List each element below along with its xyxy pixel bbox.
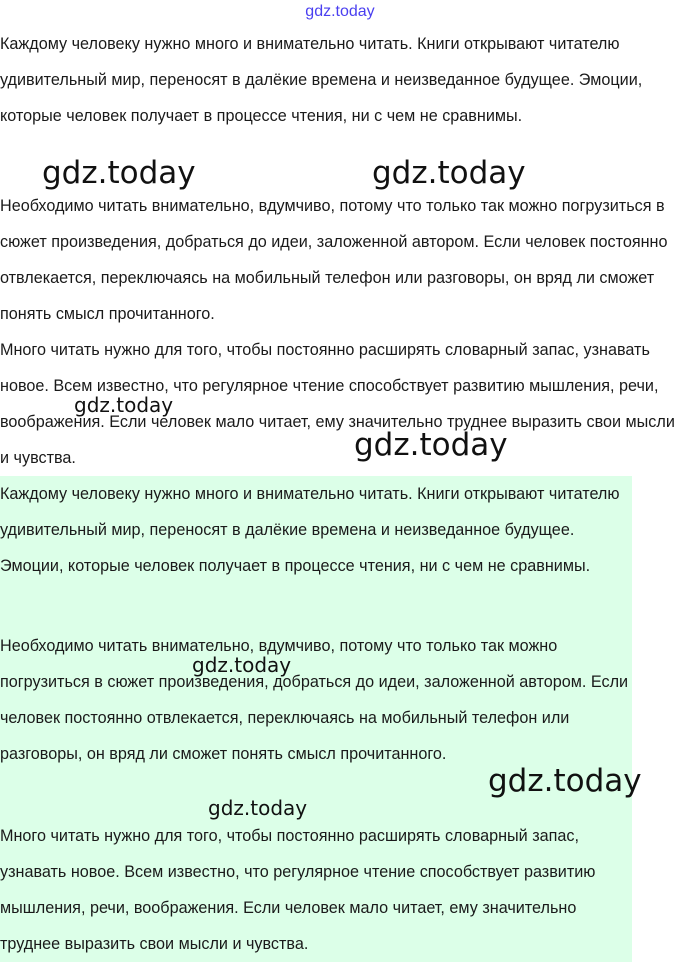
essay-paragraph-2: Необходимо читать внимательно, вдумчиво, потому что только так можно погрузиться в сюжет произведения, добраться до идеи, заложенной автором. Если человек постоянно отвлекается, переключаясь на мобильный телефон или разговоры, он вряд ли сможет понять смысл прочитанного.	[0, 197, 668, 323]
watermark: gdz.today	[488, 763, 642, 799]
answer-paragraph-2: Необходимо читать внимательно, вдумчиво, потому что только так можно погрузиться в сюжет произведения, добраться до идеи, заложенной автором. Если человек постоянно отвлекается, переключаясь на мобильный телефон или разговоры, он вряд ли сможет понять смысл прочитанного.	[0, 637, 629, 763]
essay-paragraph-1: Каждому человеку нужно много и внимательно читать. Книги открывают читателю удивительный мир, переносят в далёкие времена и неизведанное будущее. Эмоции, которые человек получает в процессе чтения, ни с чем не сравнимы.	[0, 35, 643, 125]
essay-answer-highlight	[0, 476, 632, 962]
answer-paragraph-1: Каждому человеку нужно много и внимательно читать. Книги открывают читателю удивительный мир, переносят в далёкие времена и неизведанное будущее. Эмоции, которые человек получает в процессе чтения, ни с чем не сравнимы.	[0, 485, 620, 575]
watermark: gdz.today	[74, 393, 174, 417]
watermark: gdz.today	[372, 155, 526, 191]
essay-paragraph-3: Много читать нужно для того, чтобы постоянно расширять словарный запас, узнавать новое. Всем известно, что регулярное чтение способствует развитию мышления, речи, воображения. Если человек мало читает, ему значительно труднее выразить свои мысли и чувства.	[0, 341, 675, 467]
watermark: gdz.today	[208, 796, 308, 820]
watermark: gdz.today	[42, 155, 196, 191]
answer-paragraph-3: Много читать нужно для того, чтобы постоянно расширять словарный запас, узнавать новое. Всем известно, что регулярное чтение способствует развитию мышления, речи, воображения. Если человек мало читает, ему значительно труднее выразить свои мысли и чувства.	[0, 827, 596, 953]
site-header-link[interactable]: gdz.today	[305, 3, 375, 20]
watermark: gdz.today	[354, 427, 508, 463]
watermark: gdz.today	[192, 653, 292, 677]
